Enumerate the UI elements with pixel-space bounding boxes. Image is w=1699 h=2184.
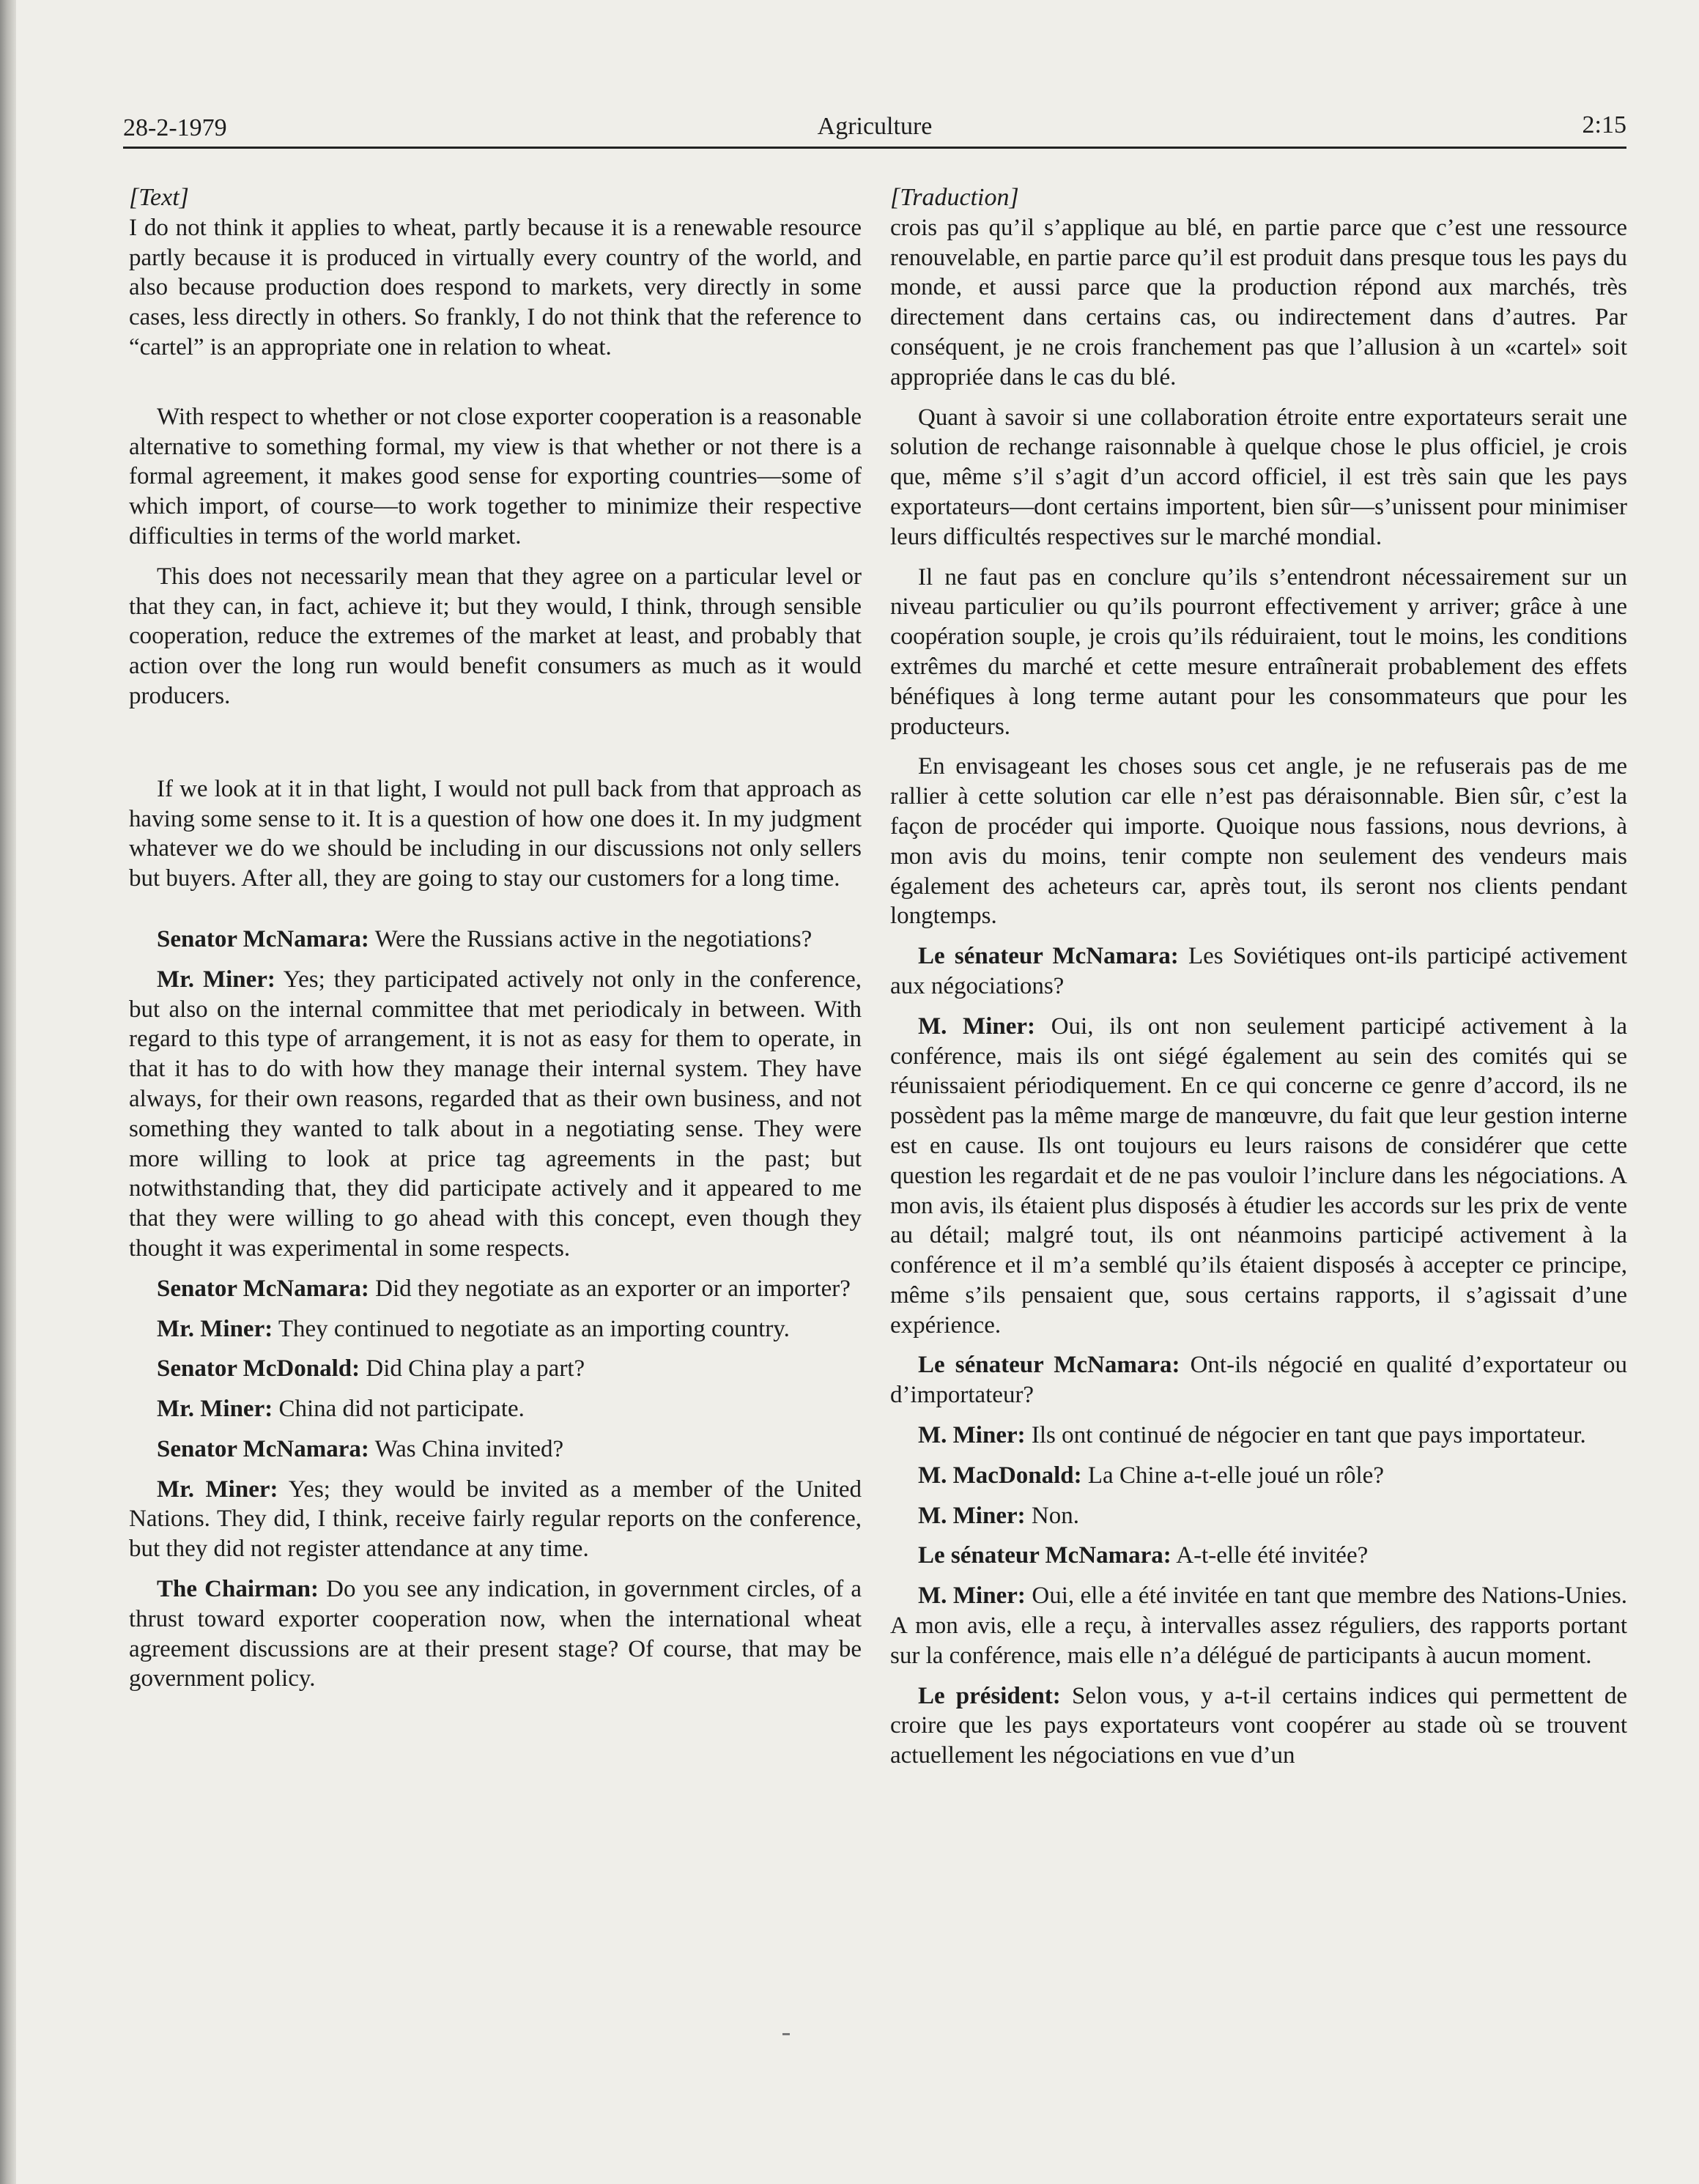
speaker-name: Senator McNamara:	[157, 1435, 369, 1462]
paragraph: Mr. Miner: Yes; they participated actively not only in the conference, but also on the internal committee that met periodicaly in between. With regard to this type of arrangement, it is not as easy for them to operate, in that it has to do with how they manage their internal system. They have always, for their own reasons, regarded that as their own business, and not something they wanted to talk about in a negotiating sense. They were more willing to look at price tag agreements in the past; but notwithstanding that, they did participate actively and it appeared to me that they were willing to go ahead with this concept, even though they thought it was experimental in some respects.	[129, 966, 862, 1262]
speaker-name: M. Miner:	[918, 1422, 1026, 1449]
speaker-name: M. Miner:	[918, 1502, 1026, 1529]
speaker-name: Mr. Miner:	[157, 1476, 278, 1503]
paragraph: Le sénateur McNamara: A-t-elle été invitée?	[918, 1542, 1369, 1569]
paragraph: Le président: Selon vous, y a-t-il certains indices qui permettent de croire que les pays exportateurs vont coopérer au stade où se trouvent actuellement les négociations en vue d’un	[890, 1682, 1627, 1769]
english-column	[129, 183, 862, 1704]
paragraph: Senator McNamara: Were the Russians active in the negotiations?	[157, 925, 813, 952]
speaker-name: The Chairman:	[157, 1576, 319, 1603]
paragraph: This does not necessarily mean that they agree on a particular level or that they can, in fact, achieve it; but they would, I think, through sensible cooperation, reduce the extremes of the market at least, and probably that action over the long run would benefit consumers as much as it would producers.	[129, 563, 862, 709]
paragraph: Le sénateur McNamara: Les Soviétiques ont-ils participé activement aux négociations?	[890, 943, 1627, 999]
paragraph: I do not think it applies to wheat, partly because it is a renewable resource partly because it is produced in virtually every country of the world, and also because production does respond to markets, very directly in some cases, less directly in others. So frankly, I do not think that the reference to “cartel” is an appropriate one in relation to wheat.	[129, 214, 862, 360]
paragraph: Il ne faut pas en conclure qu’ils s’entendront nécessairement sur un niveau particulier ou qu’ils pourront effectivement y arriver; grâce à une coopération souple, je crois qu’ils réduiraient, tout le moins, les conditions extrêmes du marché et cette mesure entraînerait probablement des effets bénéfiques à long terme autant pour les consommateurs que pour les producteurs.	[890, 563, 1627, 740]
paragraph: Quant à savoir si une collaboration étroite entre exportateurs serait une solution de rechange raisonnable à quelque chose le plus officiel, je crois que, même s’il s’agit d’un accord officiel, il est très sain que les pays exportateurs—dont certains importent, bien sûr—s’unissent pour minimiser leurs difficultés respectives sur le marché mondial.	[890, 404, 1627, 550]
paragraph: Mr. Miner: Yes; they would be invited as a member of the United Nations. They did, I think, receive fairly regular reports on the conference, but they did not register attendance at any time.	[129, 1476, 862, 1563]
speaker-name: Senator McNamara:	[157, 1275, 369, 1302]
paragraph: Senator McDonald: Did China play a part?	[157, 1355, 585, 1382]
speaker-name: Le sénateur McNamara:	[918, 1542, 1171, 1569]
speaker-name: Mr. Miner:	[157, 1396, 273, 1423]
paragraph: With respect to whether or not close exporter cooperation is a reasonable alternative to something formal, my view is that whether or not there is a formal agreement, it makes good sense for exporting countries—some of which import, of course—to work together to minimize their respective difficulties in terms of the world market.	[129, 403, 862, 549]
speaker-name: M. MacDonald:	[918, 1462, 1082, 1489]
paragraph: Le sénateur McNamara: Ont-ils négocié en qualité d’exportateur ou d’importateur?	[890, 1352, 1627, 1409]
speaker-name: M. Miner:	[918, 1013, 1036, 1040]
speaker-name: Le président:	[918, 1682, 1061, 1709]
paragraph: M. Miner: Oui, ils ont non seulement participé activement à la conférence, mais ils ont siégé également au sein des comités qui se réunissaient périodiquement. En ce qui concerne ce genre d’accord, ils ne possèdent pas la même marge de manœuvre, du fait que leur gestion interne est en cause. Ils ont toujours eu leurs raisons de considérer que cette question les regardait et de ne pas vouloir l’inclure dans les négociations. A mon avis, ils étaient plus disposés à étudier les accords sur les prix de vente au détail; malgré tout, ils ont néanmoins participé activement à la conférence et il m’a semblé qu’ils étaient disposés à accepter ce principe, même s’ils pensaient que, sous certains rapports, il s’agissait d’une expérience.	[890, 1013, 1628, 1339]
header-date: 28-2-1979	[123, 114, 227, 141]
page-binding-edge	[0, 0, 16, 2184]
paragraph: The Chairman: Do you see any indication, in government circles, of a thrust toward exporter cooperation now, when the international wheat agreement discussions are at their present stage? Of course, that may be government policy.	[129, 1576, 862, 1692]
paragraph: Mr. Miner: China did not participate.	[157, 1396, 525, 1423]
paragraph: Mr. Miner: They continued to negotiate as an importing country.	[157, 1315, 790, 1342]
speaker-name: Mr. Miner:	[157, 1315, 273, 1342]
paragraph: M. Miner: Non.	[918, 1502, 1079, 1529]
speaker-name: Mr. Miner:	[157, 966, 275, 993]
running-header	[123, 108, 1626, 147]
header-page-number: 2:15	[1582, 111, 1626, 138]
column-label: [Traduction]	[890, 184, 1019, 211]
speaker-name: Le sénateur McNamara:	[918, 943, 1179, 970]
column-label: [Text]	[129, 184, 189, 211]
paragraph: Senator McNamara: Was China invited?	[157, 1435, 564, 1462]
header-rule	[123, 147, 1626, 149]
speaker-name: Senator McDonald:	[157, 1355, 360, 1382]
speaker-name: M. Miner:	[918, 1583, 1026, 1610]
speaker-name: Le sénateur McNamara:	[918, 1352, 1180, 1379]
paragraph: M. MacDonald: La Chine a-t-elle joué un rôle?	[918, 1462, 1384, 1489]
footer-mark	[782, 2033, 790, 2035]
paragraph: M. Miner: Oui, elle a été invitée en tant que membre des Nations-Unies. A mon avis, elle a reçu, à intervalles assez réguliers, des rapports portant sur la conférence, mais elle n’a délégué de participants à aucun moment.	[890, 1583, 1627, 1669]
paragraph: Senator McNamara: Did they negotiate as an exporter or an importer?	[157, 1275, 851, 1302]
paragraph: crois pas qu’il s’applique au blé, en partie parce que c’est une ressource renouvelable, en partie parce qu’il est produit dans presque tous les pays du monde, et aussi parce que la production répond aux marchés, très directement dans certains cas, ou indirectement dans d’autres. Par conséquent, je ne crois franchement pas que l’allusion à un «cartel» soit appropriée dans le cas du blé.	[890, 214, 1627, 390]
speaker-name: Senator McNamara:	[157, 925, 369, 952]
paragraph: M. Miner: Ils ont continué de négocier en tant que pays importateur.	[918, 1422, 1586, 1449]
french-column	[890, 183, 1627, 1781]
header-title: Agriculture	[817, 113, 933, 140]
paragraph: En envisageant les choses sous cet angle, je ne refuserais pas de me rallier à cette solution car elle n’est pas déraisonnable. Bien sûr, c’est la façon de procéder qui importe. Quoique nous fassions, nous devrions, à mon avis du moins, tenir compte non seulement des vendeurs mais également des acheteurs car, après tout, ils seront nos clients pendant longtemps.	[890, 753, 1627, 930]
paragraph: If we look at it in that light, I would not pull back from that approach as having some sense to it. It is a question of how one does it. In my judgment whatever we do we should be including in our discussions not only sellers but buyers. After all, they are going to stay our customers for a long time.	[129, 775, 862, 892]
